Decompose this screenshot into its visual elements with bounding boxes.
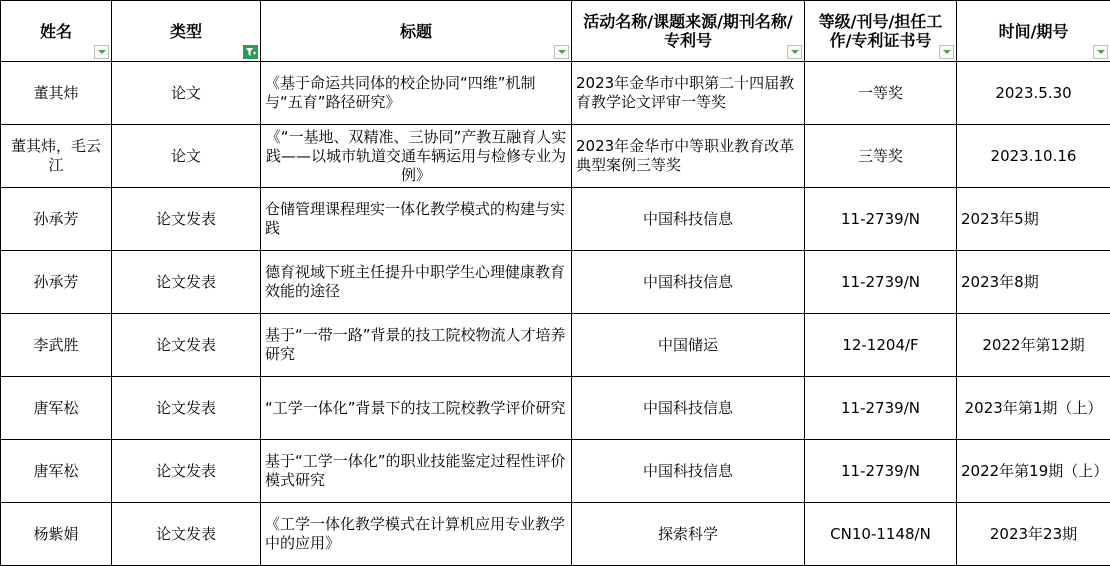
header-name: 姓名: [1, 1, 112, 62]
cell-type[interactable]: 论文发表: [112, 251, 261, 314]
filter-dropdown-icon[interactable]: [1093, 45, 1108, 59]
cell-name[interactable]: 李武胜: [1, 314, 112, 377]
cell-date[interactable]: 2023年5期: [957, 188, 1110, 251]
cell-date[interactable]: 2022年第19期（上）: [957, 440, 1110, 503]
cell-date[interactable]: 2022年第12期: [957, 314, 1110, 377]
cell-level[interactable]: 一等奖: [805, 62, 957, 125]
header-date: 时间/期号: [957, 1, 1110, 62]
cell-name[interactable]: 孙承芳: [1, 188, 112, 251]
cell-name[interactable]: 董其炜: [1, 62, 112, 125]
cell-source[interactable]: 探索科学: [572, 503, 805, 566]
cell-source[interactable]: 中国科技信息: [572, 377, 805, 440]
table-row: [1, 503, 1110, 566]
cell-type[interactable]: 论文发表: [112, 503, 261, 566]
header-level: 等级/刊号/担任工作/专利证书号: [805, 1, 957, 62]
cell-level[interactable]: 11-2739/N: [805, 251, 957, 314]
cell-title[interactable]: 仓储管理课程理实一体化教学模式的构建与实践: [261, 188, 572, 251]
table-row: [1, 62, 1110, 125]
header-row: [1, 1, 1110, 62]
cell-source[interactable]: 中国科技信息: [572, 188, 805, 251]
table-row: [1, 440, 1110, 503]
cell-type[interactable]: 论文: [112, 125, 261, 188]
table-row: [1, 125, 1110, 188]
filter-active-icon[interactable]: [243, 45, 258, 59]
cell-date[interactable]: 2023.5.30: [957, 62, 1110, 125]
table-row: [1, 188, 1110, 251]
cell-type[interactable]: 论文发表: [112, 188, 261, 251]
cell-source[interactable]: 中国科技信息: [572, 251, 805, 314]
cell-source[interactable]: 2023年金华市中等职业教育改革典型案例三等奖: [572, 125, 805, 188]
filter-dropdown-icon[interactable]: [939, 45, 954, 59]
cell-name[interactable]: 董其炜，毛云江: [1, 125, 112, 188]
cell-source[interactable]: 2023年金华市中职第二十四届教育教学论文评审一等奖: [572, 62, 805, 125]
cell-name[interactable]: 唐军松: [1, 440, 112, 503]
cell-type[interactable]: 论文发表: [112, 440, 261, 503]
filter-dropdown-icon[interactable]: [554, 45, 569, 59]
cell-title[interactable]: 《工学一体化教学模式在计算机应用专业教学中的应用》: [261, 503, 572, 566]
cell-name[interactable]: 孙承芳: [1, 251, 112, 314]
cell-level[interactable]: 12-1204/F: [805, 314, 957, 377]
cell-type[interactable]: 论文发表: [112, 377, 261, 440]
cell-date[interactable]: 2023年8期: [957, 251, 1110, 314]
cell-date[interactable]: 2023年23期: [957, 503, 1110, 566]
cell-title[interactable]: 德育视域下班主任提升中职学生心理健康教育效能的途径: [261, 251, 572, 314]
table-row: [1, 314, 1110, 377]
cell-title[interactable]: 基于“一带一路”背景的技工院校物流人才培养研究: [261, 314, 572, 377]
filter-dropdown-icon[interactable]: [94, 45, 109, 59]
cell-level[interactable]: 三等奖: [805, 125, 957, 188]
cell-date[interactable]: 2023年第1期（上）: [957, 377, 1110, 440]
cell-name[interactable]: 杨紫娟: [1, 503, 112, 566]
cell-level[interactable]: 11-2739/N: [805, 377, 957, 440]
cell-source[interactable]: 中国科技信息: [572, 440, 805, 503]
cell-type[interactable]: 论文: [112, 62, 261, 125]
cell-date[interactable]: 2023.10.16: [957, 125, 1110, 188]
cell-title[interactable]: 《基于命运共同体的校企协同“四维”机制与“五育”路径研究》: [261, 62, 572, 125]
cell-level[interactable]: 11-2739/N: [805, 188, 957, 251]
header-source: 活动名称/课题来源/期刊名称/专利号: [572, 1, 805, 62]
header-title: 标题: [261, 1, 572, 62]
cell-level[interactable]: 11-2739/N: [805, 440, 957, 503]
cell-name[interactable]: 唐军松: [1, 377, 112, 440]
cell-level[interactable]: CN10-1148/N: [805, 503, 957, 566]
cell-type[interactable]: 论文发表: [112, 314, 261, 377]
filter-dropdown-icon[interactable]: [787, 45, 802, 59]
cell-title[interactable]: 《“一基地、双精准、三协同”产教互融育人实践——以城市轨道交通车辆运用与检修专业为例》: [261, 125, 572, 188]
cell-title[interactable]: 基于“工学一体化”的职业技能鉴定过程性评价模式研究: [261, 440, 572, 503]
table-row: [1, 377, 1110, 440]
table-row: [1, 251, 1110, 314]
cell-source[interactable]: 中国储运: [572, 314, 805, 377]
header-type: 类型: [112, 1, 261, 62]
cell-title[interactable]: “工学一体化”背景下的技工院校教学评价研究: [261, 377, 572, 440]
